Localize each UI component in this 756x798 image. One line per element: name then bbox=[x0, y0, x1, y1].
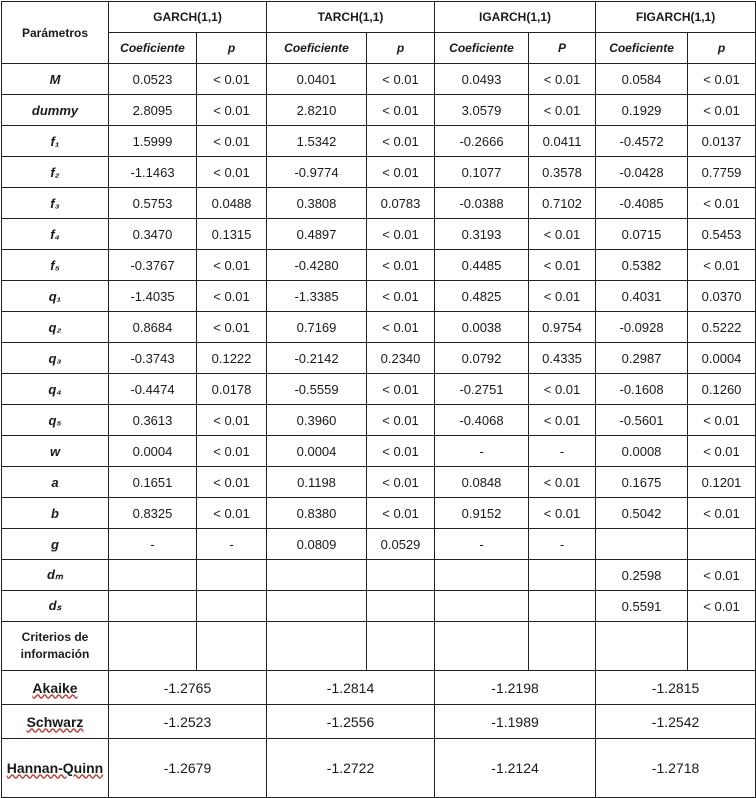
table-row bbox=[2, 250, 756, 281]
header-model-garch: GARCH(1,1) bbox=[109, 2, 267, 33]
coef-cell: -0.0428 bbox=[596, 157, 688, 188]
coef-cell: 0.1675 bbox=[596, 467, 688, 498]
param-label: f₅ bbox=[2, 250, 109, 281]
p-value-cell: 0.0411 bbox=[529, 126, 596, 157]
p-value-cell: < 0.01 bbox=[367, 312, 435, 343]
p-value-cell: < 0.01 bbox=[688, 405, 756, 436]
results-table bbox=[1, 1, 756, 798]
coef-cell: - bbox=[435, 436, 529, 467]
p-value-cell: < 0.01 bbox=[197, 405, 267, 436]
table-row bbox=[2, 64, 756, 95]
coef-cell: 0.3960 bbox=[267, 405, 367, 436]
coef-cell bbox=[435, 591, 529, 622]
coef-cell: 0.3193 bbox=[435, 219, 529, 250]
p-value-cell: < 0.01 bbox=[197, 312, 267, 343]
p-value-cell bbox=[197, 560, 267, 591]
criteria-value: -1.2198 bbox=[435, 671, 596, 705]
coef-cell: 2.8095 bbox=[109, 95, 197, 126]
coef-cell: 0.2987 bbox=[596, 343, 688, 374]
coef-cell bbox=[596, 529, 688, 560]
criteria-value: -1.2679 bbox=[109, 739, 267, 798]
coef-cell: 0.0004 bbox=[109, 436, 197, 467]
criteria-value: -1.2124 bbox=[435, 739, 596, 798]
coef-cell: 0.0848 bbox=[435, 467, 529, 498]
param-label: dummy bbox=[2, 95, 109, 126]
p-value-cell: < 0.01 bbox=[688, 436, 756, 467]
p-value-cell: < 0.01 bbox=[197, 436, 267, 467]
p-value-cell: 0.0783 bbox=[367, 188, 435, 219]
criteria-name-text: Hannan-Quinn bbox=[6, 759, 104, 776]
coef-cell: 0.9152 bbox=[435, 498, 529, 529]
coef-cell: -0.1608 bbox=[596, 374, 688, 405]
p-value-cell: < 0.01 bbox=[529, 219, 596, 250]
p-value-cell: 0.0529 bbox=[367, 529, 435, 560]
table-row bbox=[2, 95, 756, 126]
coef-cell: 0.0792 bbox=[435, 343, 529, 374]
p-value-cell: 0.2340 bbox=[367, 343, 435, 374]
coef-cell: 2.8210 bbox=[267, 95, 367, 126]
coef-cell: 0.0004 bbox=[267, 436, 367, 467]
p-value-cell: - bbox=[529, 436, 596, 467]
criteria-label: Criterios de información bbox=[2, 622, 109, 671]
param-label: f₂ bbox=[2, 157, 109, 188]
p-value-cell: < 0.01 bbox=[688, 560, 756, 591]
p-value-cell: 0.5453 bbox=[688, 219, 756, 250]
table-cell bbox=[367, 622, 435, 671]
coef-cell: -0.4280 bbox=[267, 250, 367, 281]
coef-cell: -1.1463 bbox=[109, 157, 197, 188]
subheader-coeficiente: Coeficiente bbox=[435, 33, 529, 64]
criteria-value: -1.2765 bbox=[109, 671, 267, 705]
p-value-cell: < 0.01 bbox=[197, 157, 267, 188]
coef-cell: -0.9774 bbox=[267, 157, 367, 188]
coef-cell bbox=[267, 591, 367, 622]
information-criteria-rows bbox=[2, 671, 756, 798]
coef-cell: -0.2142 bbox=[267, 343, 367, 374]
criteria-row bbox=[2, 739, 756, 798]
table-row bbox=[2, 157, 756, 188]
criteria-row bbox=[2, 705, 756, 739]
p-value-cell: 0.1222 bbox=[197, 343, 267, 374]
p-value-cell: < 0.01 bbox=[367, 498, 435, 529]
criteria-name-text: Schwarz bbox=[26, 713, 84, 730]
coef-cell: 3.0579 bbox=[435, 95, 529, 126]
table-cell bbox=[529, 622, 596, 671]
p-value-cell: < 0.01 bbox=[367, 250, 435, 281]
coef-cell: 0.8684 bbox=[109, 312, 197, 343]
header-model-tarch: TARCH(1,1) bbox=[267, 2, 435, 33]
param-label: q₃ bbox=[2, 343, 109, 374]
coef-cell: 0.0038 bbox=[435, 312, 529, 343]
param-label: dₛ bbox=[2, 591, 109, 622]
criteria-section bbox=[2, 622, 756, 671]
coef-cell: 0.1651 bbox=[109, 467, 197, 498]
header-model-figarch: FIGARCH(1,1) bbox=[596, 2, 756, 33]
p-value-cell: < 0.01 bbox=[688, 250, 756, 281]
coef-cell: 0.4897 bbox=[267, 219, 367, 250]
coef-cell: 0.5042 bbox=[596, 498, 688, 529]
param-label: g bbox=[2, 529, 109, 560]
coef-cell bbox=[109, 560, 197, 591]
coef-cell: 0.0401 bbox=[267, 64, 367, 95]
p-value-cell: < 0.01 bbox=[529, 374, 596, 405]
coef-cell: 0.1077 bbox=[435, 157, 529, 188]
criteria-value: -1.2556 bbox=[267, 705, 435, 739]
p-value-cell: 0.0488 bbox=[197, 188, 267, 219]
coef-cell: -0.2666 bbox=[435, 126, 529, 157]
p-value-cell: - bbox=[529, 529, 596, 560]
coef-cell: -0.0388 bbox=[435, 188, 529, 219]
subheader-coeficiente: Coeficiente bbox=[267, 33, 367, 64]
p-value-cell: < 0.01 bbox=[529, 467, 596, 498]
subheader-coeficiente: Coeficiente bbox=[596, 33, 688, 64]
coef-cell: -0.4572 bbox=[596, 126, 688, 157]
coef-cell: - bbox=[435, 529, 529, 560]
subheader-p: p bbox=[367, 33, 435, 64]
coef-cell: 0.5382 bbox=[596, 250, 688, 281]
p-value-cell: < 0.01 bbox=[367, 436, 435, 467]
coef-cell: 1.5999 bbox=[109, 126, 197, 157]
p-value-cell: < 0.01 bbox=[197, 498, 267, 529]
param-label: M bbox=[2, 64, 109, 95]
criteria-row bbox=[2, 671, 756, 705]
coef-cell: 0.5591 bbox=[596, 591, 688, 622]
header-parametros: Parámetros bbox=[2, 2, 109, 64]
coef-cell: 0.7169 bbox=[267, 312, 367, 343]
coef-cell: 0.3808 bbox=[267, 188, 367, 219]
table-cell bbox=[688, 622, 756, 671]
coef-cell: 0.0584 bbox=[596, 64, 688, 95]
table-cell bbox=[197, 622, 267, 671]
criteria-value: -1.2718 bbox=[596, 739, 756, 798]
p-value-cell: < 0.01 bbox=[688, 64, 756, 95]
param-label: f₄ bbox=[2, 219, 109, 250]
p-value-cell: < 0.01 bbox=[688, 498, 756, 529]
table-row bbox=[2, 374, 756, 405]
param-label: f₁ bbox=[2, 126, 109, 157]
p-value-cell: 0.1260 bbox=[688, 374, 756, 405]
table-row bbox=[2, 405, 756, 436]
p-value-cell: < 0.01 bbox=[688, 188, 756, 219]
table-row bbox=[2, 188, 756, 219]
p-value-cell: < 0.01 bbox=[688, 591, 756, 622]
coef-cell: -1.4035 bbox=[109, 281, 197, 312]
criteria-value: -1.2814 bbox=[267, 671, 435, 705]
p-value-cell: < 0.01 bbox=[529, 250, 596, 281]
coef-cell: -0.2751 bbox=[435, 374, 529, 405]
p-value-cell: < 0.01 bbox=[367, 374, 435, 405]
coef-cell: -0.3767 bbox=[109, 250, 197, 281]
coef-cell: 0.0523 bbox=[109, 64, 197, 95]
p-value-cell: < 0.01 bbox=[197, 95, 267, 126]
coef-cell: 0.1198 bbox=[267, 467, 367, 498]
criteria-value: -1.2542 bbox=[596, 705, 756, 739]
table-cell bbox=[267, 622, 367, 671]
coef-cell: - bbox=[109, 529, 197, 560]
coef-cell: -0.4474 bbox=[109, 374, 197, 405]
param-label: f₃ bbox=[2, 188, 109, 219]
param-label: q₂ bbox=[2, 312, 109, 343]
table-row bbox=[2, 560, 756, 591]
p-value-cell: < 0.01 bbox=[529, 405, 596, 436]
coef-cell: 0.0008 bbox=[596, 436, 688, 467]
p-value-cell: 0.4335 bbox=[529, 343, 596, 374]
param-label: q₅ bbox=[2, 405, 109, 436]
coef-cell bbox=[109, 591, 197, 622]
criteria-value: -1.2523 bbox=[109, 705, 267, 739]
p-value-cell: 0.7102 bbox=[529, 188, 596, 219]
p-value-cell: < 0.01 bbox=[688, 95, 756, 126]
p-value-cell: < 0.01 bbox=[197, 250, 267, 281]
p-value-cell: 0.1315 bbox=[197, 219, 267, 250]
coef-cell: 0.5753 bbox=[109, 188, 197, 219]
parameter-rows bbox=[2, 64, 756, 622]
criteria-value: -1.2815 bbox=[596, 671, 756, 705]
table-row bbox=[2, 343, 756, 374]
subheader-p: p bbox=[688, 33, 756, 64]
coef-cell: 0.0493 bbox=[435, 64, 529, 95]
criteria-value: -1.2722 bbox=[267, 739, 435, 798]
criteria-name-text: Akaike bbox=[32, 679, 78, 696]
coef-cell: 0.0715 bbox=[596, 219, 688, 250]
p-value-cell: 0.1201 bbox=[688, 467, 756, 498]
table-row bbox=[2, 312, 756, 343]
criteria-name bbox=[2, 705, 109, 739]
p-value-cell: 0.3578 bbox=[529, 157, 596, 188]
coef-cell bbox=[435, 560, 529, 591]
coef-cell bbox=[267, 560, 367, 591]
coef-cell: 0.3470 bbox=[109, 219, 197, 250]
table-row bbox=[2, 436, 756, 467]
p-value-cell: < 0.01 bbox=[367, 281, 435, 312]
coef-cell: -1.3385 bbox=[267, 281, 367, 312]
table-row bbox=[2, 219, 756, 250]
table-row bbox=[2, 498, 756, 529]
coef-cell: -0.5559 bbox=[267, 374, 367, 405]
param-label: dₘ bbox=[2, 560, 109, 591]
table-cell bbox=[435, 622, 529, 671]
criteria-name bbox=[2, 671, 109, 705]
p-value-cell bbox=[367, 560, 435, 591]
p-value-cell: < 0.01 bbox=[367, 64, 435, 95]
coef-cell: 0.1929 bbox=[596, 95, 688, 126]
coef-cell: -0.3743 bbox=[109, 343, 197, 374]
p-value-cell: < 0.01 bbox=[529, 95, 596, 126]
table-row bbox=[2, 126, 756, 157]
p-value-cell bbox=[529, 591, 596, 622]
p-value-cell: < 0.01 bbox=[367, 405, 435, 436]
table-row bbox=[2, 467, 756, 498]
coef-cell: 0.4825 bbox=[435, 281, 529, 312]
p-value-cell: 0.0137 bbox=[688, 126, 756, 157]
param-label: w bbox=[2, 436, 109, 467]
param-label: a bbox=[2, 467, 109, 498]
coef-cell: 0.4031 bbox=[596, 281, 688, 312]
table-row bbox=[2, 529, 756, 560]
p-value-cell bbox=[529, 560, 596, 591]
coef-cell: 0.4485 bbox=[435, 250, 529, 281]
p-value-cell: - bbox=[197, 529, 267, 560]
p-value-cell: 0.0004 bbox=[688, 343, 756, 374]
p-value-cell: < 0.01 bbox=[197, 64, 267, 95]
p-value-cell: < 0.01 bbox=[367, 126, 435, 157]
p-value-cell: < 0.01 bbox=[367, 219, 435, 250]
p-value-cell: 0.5222 bbox=[688, 312, 756, 343]
p-value-cell: < 0.01 bbox=[529, 281, 596, 312]
table-row bbox=[2, 281, 756, 312]
p-value-cell: < 0.01 bbox=[367, 95, 435, 126]
coef-cell: 0.3613 bbox=[109, 405, 197, 436]
param-label: q₁ bbox=[2, 281, 109, 312]
subheader-p: p bbox=[197, 33, 267, 64]
p-value-cell: < 0.01 bbox=[197, 281, 267, 312]
header-model-igarch: IGARCH(1,1) bbox=[435, 2, 596, 33]
p-value-cell bbox=[197, 591, 267, 622]
p-value-cell: < 0.01 bbox=[529, 498, 596, 529]
coef-cell: 0.0809 bbox=[267, 529, 367, 560]
p-value-cell bbox=[688, 529, 756, 560]
param-label: q₄ bbox=[2, 374, 109, 405]
param-label: b bbox=[2, 498, 109, 529]
criteria-value: -1.1989 bbox=[435, 705, 596, 739]
coef-cell: 0.8325 bbox=[109, 498, 197, 529]
subheader-coeficiente: Coeficiente bbox=[109, 33, 197, 64]
table-row bbox=[2, 591, 756, 622]
coef-cell: 0.8380 bbox=[267, 498, 367, 529]
criteria-header-row bbox=[2, 622, 756, 671]
coef-cell: -0.5601 bbox=[596, 405, 688, 436]
p-value-cell: 0.0178 bbox=[197, 374, 267, 405]
coef-cell: 1.5342 bbox=[267, 126, 367, 157]
p-value-cell: < 0.01 bbox=[529, 64, 596, 95]
p-value-cell: < 0.01 bbox=[197, 467, 267, 498]
table-cell bbox=[109, 622, 197, 671]
coef-cell: 0.2598 bbox=[596, 560, 688, 591]
p-value-cell: < 0.01 bbox=[367, 157, 435, 188]
p-value-cell: < 0.01 bbox=[197, 126, 267, 157]
p-value-cell: 0.7759 bbox=[688, 157, 756, 188]
p-value-cell bbox=[367, 591, 435, 622]
p-value-cell: < 0.01 bbox=[367, 467, 435, 498]
coef-cell: -0.4085 bbox=[596, 188, 688, 219]
criteria-name bbox=[2, 739, 109, 798]
coef-cell: -0.0928 bbox=[596, 312, 688, 343]
table-cell bbox=[596, 622, 688, 671]
p-value-cell: 0.9754 bbox=[529, 312, 596, 343]
coef-cell: -0.4068 bbox=[435, 405, 529, 436]
p-value-cell: 0.0370 bbox=[688, 281, 756, 312]
subheader-p: P bbox=[529, 33, 596, 64]
